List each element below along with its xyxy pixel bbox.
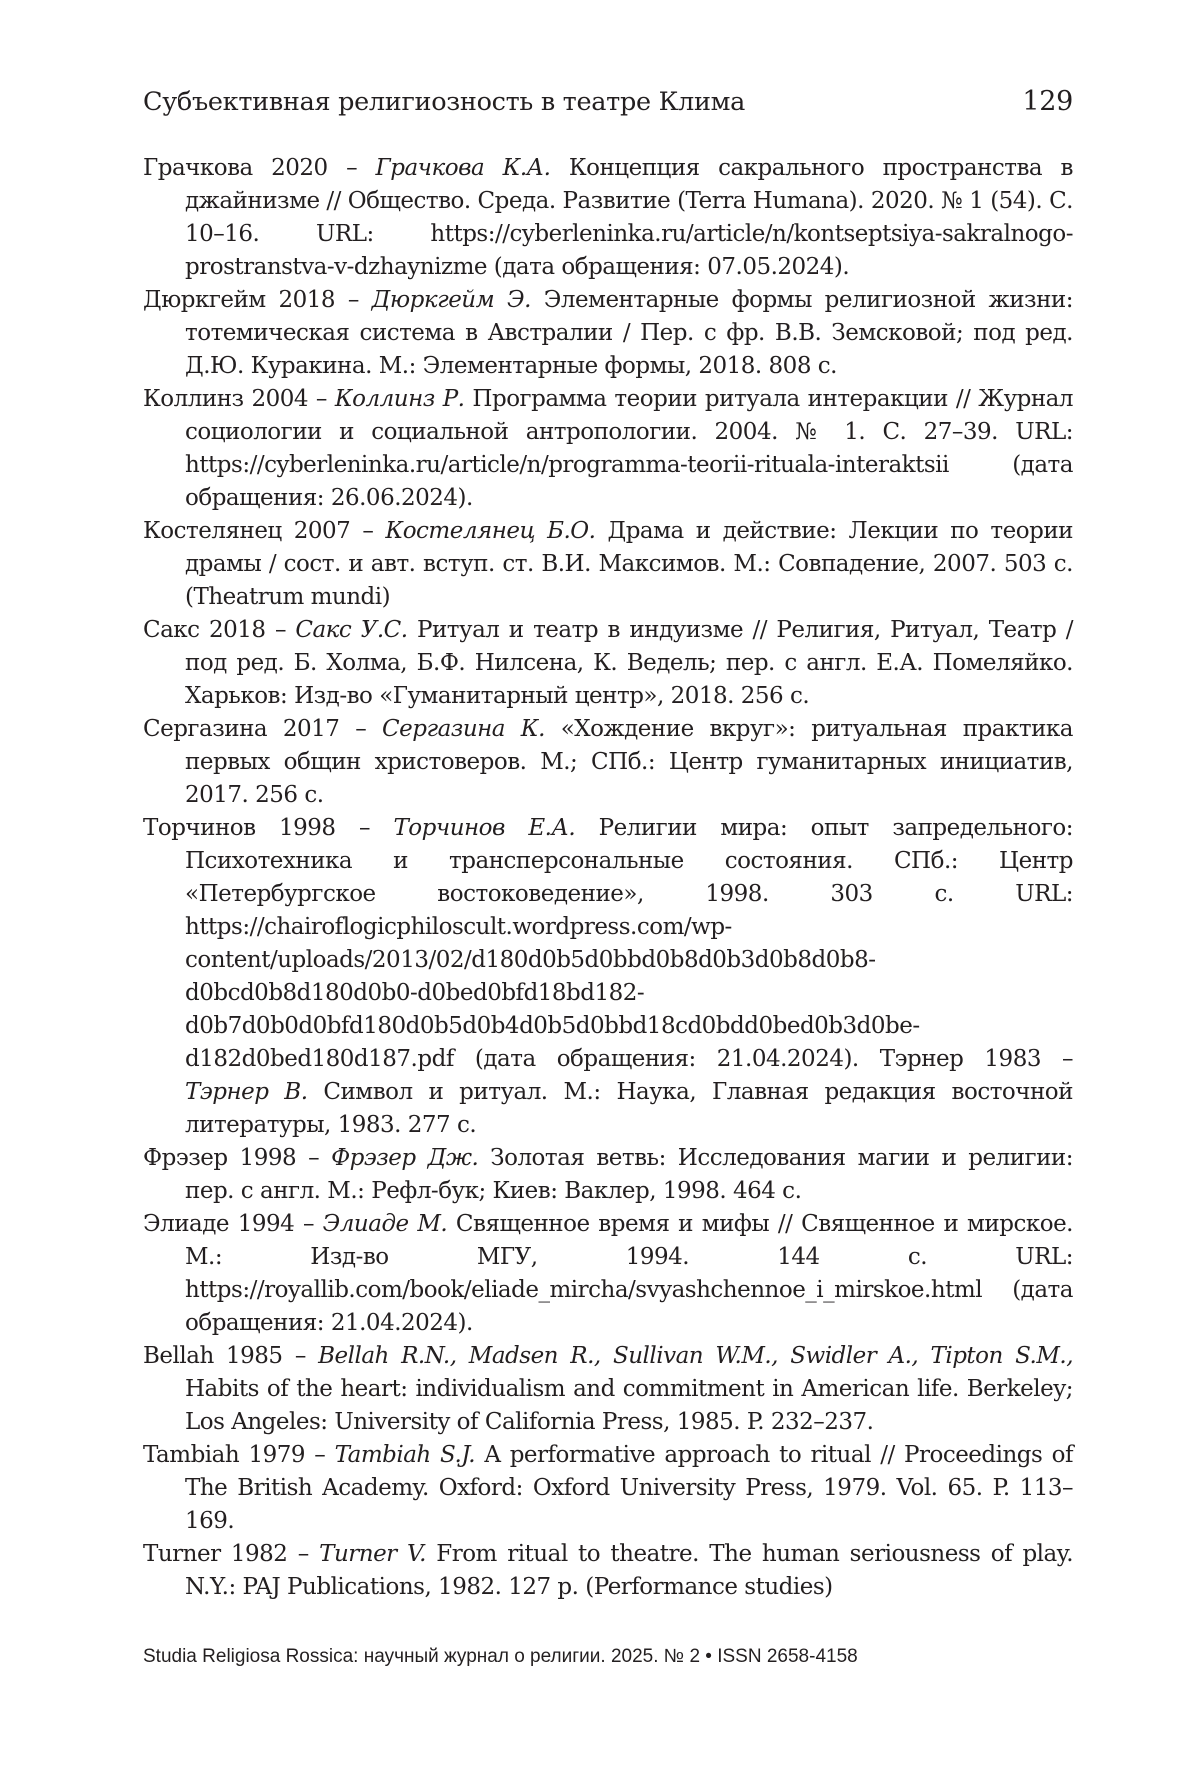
reference-key: Bellah 1985 – (143, 1343, 319, 1369)
reference-text: Священное время и мифы // Священное и мирское. М.: Изд-во МГУ, 1994. 144 с. URL: https://royallib.com/book/eliade_mircha/svyashchennoe_i_mirskoe.html (дата обращения: 21.04.2024). (185, 1211, 1073, 1336)
page-footer: Studia Religiosa Rossica: научный журнал о религии. 2025. № 2 • ISSN 2658-4158 (143, 1646, 858, 1667)
reference-text: From ritual to theatre. The human seriousness of play. N.Y.: PAJ Publications, 1982. 127 p. (Performance studies) (185, 1541, 1074, 1600)
reference-item-sergazina (143, 713, 1073, 812)
reference-text: Драма и действие: Лекции по теории драмы / сост. и авт. вступ. ст. В.И. Максимов. М.: Совпадение, 2007. 503 с. (Theatrum mundi) (185, 518, 1073, 610)
reference-key: Элиаде 1994 – (143, 1211, 323, 1237)
page-header (143, 86, 1073, 117)
page-number: 129 (1022, 86, 1073, 117)
reference-key: Turner 1982 – (143, 1541, 320, 1567)
running-title: Субъективная религиозность в театре Клима (143, 87, 746, 117)
reference-author: Костелянец Б.О. (385, 518, 596, 544)
reference-key: Дюркгейм 2018 – (143, 287, 372, 313)
reference-author: Дюркгейм Э. (371, 287, 531, 313)
reference-text: Золотая ветвь: Исследования магии и религии: пер. с англ. М.: Рефл-бук; Киев: Ваклер, 1998. 464 с. (185, 1145, 1074, 1204)
reference-item-torchinov (143, 812, 1073, 1142)
reference-item-collins (143, 383, 1073, 515)
reference-key: Сергазина 2017 – (143, 716, 383, 742)
reference-key: Сакс 2018 – (143, 617, 296, 643)
reference-item-durkheim (143, 284, 1073, 383)
reference-text: Программа теории ритуала интеракции // Журнал социологии и социальной антропологии. 2004. № 1. С. 27–39. URL: https://cyberleninka.ru/article/n/programma-teorii-rituala-interaktsii (дата обращения: 26.06.2024). (185, 386, 1073, 511)
reference-key: Грачкова 2020 – (143, 155, 376, 181)
reference-item-eliade (143, 1208, 1073, 1340)
reference-text: «Хождение вкруг»: ритуальная практика первых общин христоверов. М.; СПб.: Центр гуманитарных инициатив, 2017. 256 с. (185, 716, 1073, 808)
reference-text: Ритуал и театр в индуизме // Религия, Ритуал, Театр / под ред. Б. Холма, Б.Ф. Нилсена, К. Ведель; пер. с англ. Е.А. Помеляйко. Харьков: Изд-во «Гуманитарный центр», 2018. 256 с. (185, 617, 1073, 709)
reference-author: Сакс У.С. (295, 617, 408, 643)
reference-text: Концепция сакрального пространства в джайнизме // Общество. Среда. Развитие (Terra Humana). 2020. № 1 (54). С. 10–16. URL: https://cyberleninka.ru/article/n/kontseptsiya-sakralnogo-prostranstva-v-dzhaynizme (дата обращения: 07.05.2024). (185, 155, 1073, 280)
reference-text-turner: Символ и ритуал. М.: Наука, Главная редакция восточной литературы, 1983. 277 с. (185, 1079, 1073, 1138)
reference-key: Фрэзер 1998 – (143, 1145, 332, 1171)
reference-text: Элементарные формы религиозной жизни: тотемическая система в Австралии / Пер. с фр. В.В. Земсковой; под ред. Д.Ю. Куракина. М.: Элементарные формы, 2018. 808 с. (185, 287, 1073, 379)
reference-author: Tambiah S.J. (334, 1442, 476, 1468)
reference-key: Торчинов 1998 – (143, 815, 394, 841)
reference-key: Костелянец 2007 – (143, 518, 386, 544)
reference-author: Элиаде М. (322, 1211, 448, 1237)
reference-item-sax (143, 614, 1073, 713)
reference-text: Habits of the heart: individualism and commitment in American life. Berkeley; Los Angeles: University of California Press, 1985. P. 232–237. (185, 1376, 1073, 1435)
reference-item-bellah (143, 1340, 1073, 1439)
reference-item-kostelyanets (143, 515, 1073, 614)
reference-key: Коллинз 2004 – (143, 386, 335, 412)
reference-text: A performative approach to ritual // Proceedings of The British Academy. Oxford: Oxford University Press, 1979. Vol. 65. P. 113–169. (185, 1442, 1073, 1534)
reference-item-grachkova (143, 152, 1073, 284)
reference-author: Коллинз Р. (334, 386, 465, 412)
reference-item-turner (143, 1538, 1073, 1604)
reference-author: Сергазина К. (382, 716, 545, 742)
reference-author: Грачкова К.А. (375, 155, 551, 181)
reference-key: Tambiah 1979 – (143, 1442, 335, 1468)
reference-list (143, 152, 1073, 1604)
reference-item-frazer (143, 1142, 1073, 1208)
reference-author: Bellah R.N., Madsen R., Sullivan W.M., Swidler A., Tipton S.M., (318, 1343, 1074, 1369)
reference-author: Торчинов Е.А. (393, 815, 576, 841)
reference-author: Turner V. (319, 1541, 426, 1567)
reference-author: Фрэзер Дж. (331, 1145, 479, 1171)
reference-item-tambiah (143, 1439, 1073, 1538)
reference-author-turner: Тэрнер В. (185, 1079, 308, 1105)
reference-text: Религии мира: опыт запредельного: Психотехника и трансперсональные состояния. СПб.: Центр «Петербургское востоковедение», 1998. 303 с. URL: https://chairoflogicphiloscult.wordpress.com/wp-content/uploads/2013/02/d180d0b5d0bbd0b8d0b3d0b8d0b8-d0bcd0b8d180d0b0-d0bed0bfd18bd182-d0b7d0b0d0bfd180d0b5d0b4d0b5d0bbd18cd0bdd0bed0b3d0be-d182d0bed180d187.pdf (дата обращения: 21.04.2024). Тэрнер 1983 – (185, 815, 1073, 1072)
